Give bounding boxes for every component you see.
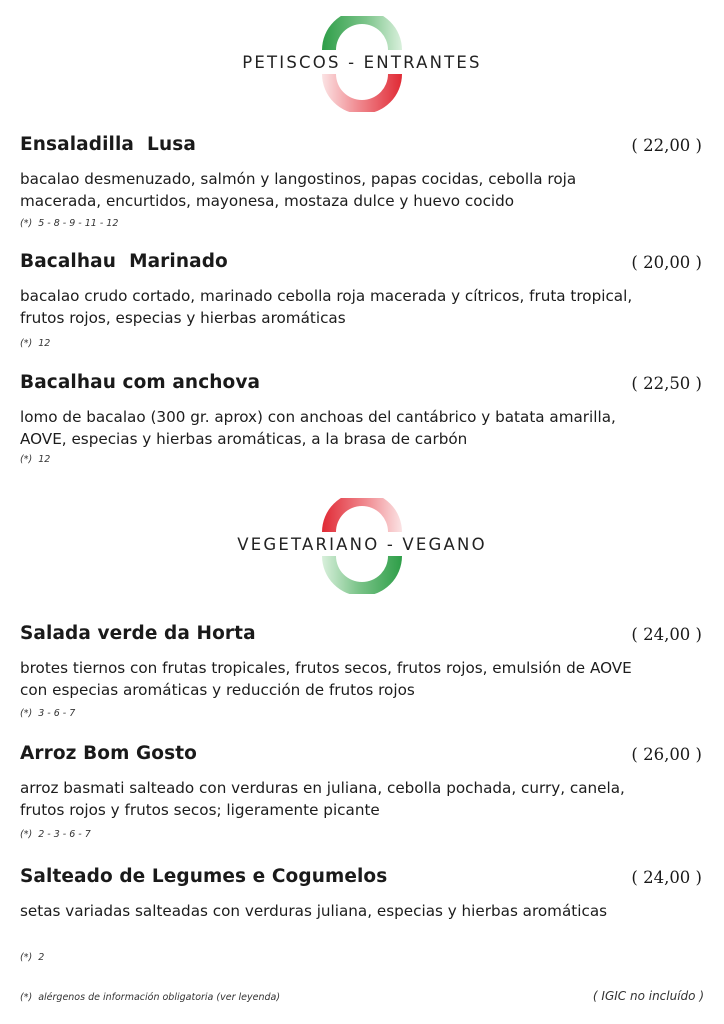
section-header-entrantes	[0, 16, 724, 112]
dish-price: ( 22,00 )	[631, 136, 702, 155]
allergen-codes: (*) 12	[20, 338, 51, 349]
dish-description: setas variadas salteadas con verduras juliana, especias y hierbas aromáticas	[20, 902, 608, 920]
dish-name: Bacalhau Marinado	[20, 251, 228, 272]
allergen-codes: (*) 5 - 8 - 9 - 11 - 12	[20, 218, 119, 229]
allergen-codes: (*) 2	[20, 952, 45, 963]
dish-price: ( 22,50 )	[631, 374, 702, 393]
dish-name: Salteado de Legumes e Cogumelos	[20, 866, 388, 887]
dish-name: Ensaladilla Lusa	[20, 134, 196, 155]
dish-price: ( 24,00 )	[631, 868, 702, 887]
section-header-vegetariano	[0, 498, 724, 594]
section-title: PETISCOS - ENTRANTES	[242, 53, 482, 72]
dish-price: ( 24,00 )	[631, 625, 702, 644]
allergen-codes: (*) 12	[20, 454, 51, 465]
dish-description: brotes tiernos con frutas tropicales, frutos secos, frutos rojos, emulsión de AOVE con especias aromáticas y reducción de frutos rojos	[20, 659, 632, 699]
dish-description: lomo de bacalao (300 gr. aprox) con anchoas del cantábrico y batata amarilla, AOVE, especias y hierbas aromáticas, a la brasa de carbón	[20, 408, 616, 448]
dish-description: bacalao crudo cortado, marinado cebolla roja macerada y cítricos, fruta tropical, frutos rojos, especias y hierbas aromáticas	[20, 287, 633, 327]
allergen-codes: (*) 3 - 6 - 7	[20, 708, 76, 719]
dish-name: Bacalhau com anchova	[20, 372, 261, 393]
dish-name: Arroz Bom Gosto	[20, 743, 197, 764]
dish-description: bacalao desmenuzado, salmón y langostinos, papas cocidas, cebolla roja macerada, encurtidos, mayonesa, mostaza dulce y huevo cocido	[20, 170, 577, 210]
dish-price: ( 20,00 )	[631, 253, 702, 272]
allergen-codes: (*) 2 - 3 - 6 - 7	[20, 829, 91, 840]
dish-price: ( 26,00 )	[631, 745, 702, 764]
section-title: VEGETARIANO - VEGANO	[237, 535, 487, 554]
dish-description: arroz basmati salteado con verduras en juliana, cebolla pochada, curry, canela, frutos rojos y frutos secos; ligeramente picante	[20, 779, 625, 819]
allergen-legend-note: (*) alérgenos de información obligatoria (ver leyenda)	[20, 992, 281, 1003]
tax-note: ( IGIC no incluído )	[592, 989, 704, 1003]
dish-name: Salada verde da Horta	[20, 623, 256, 644]
